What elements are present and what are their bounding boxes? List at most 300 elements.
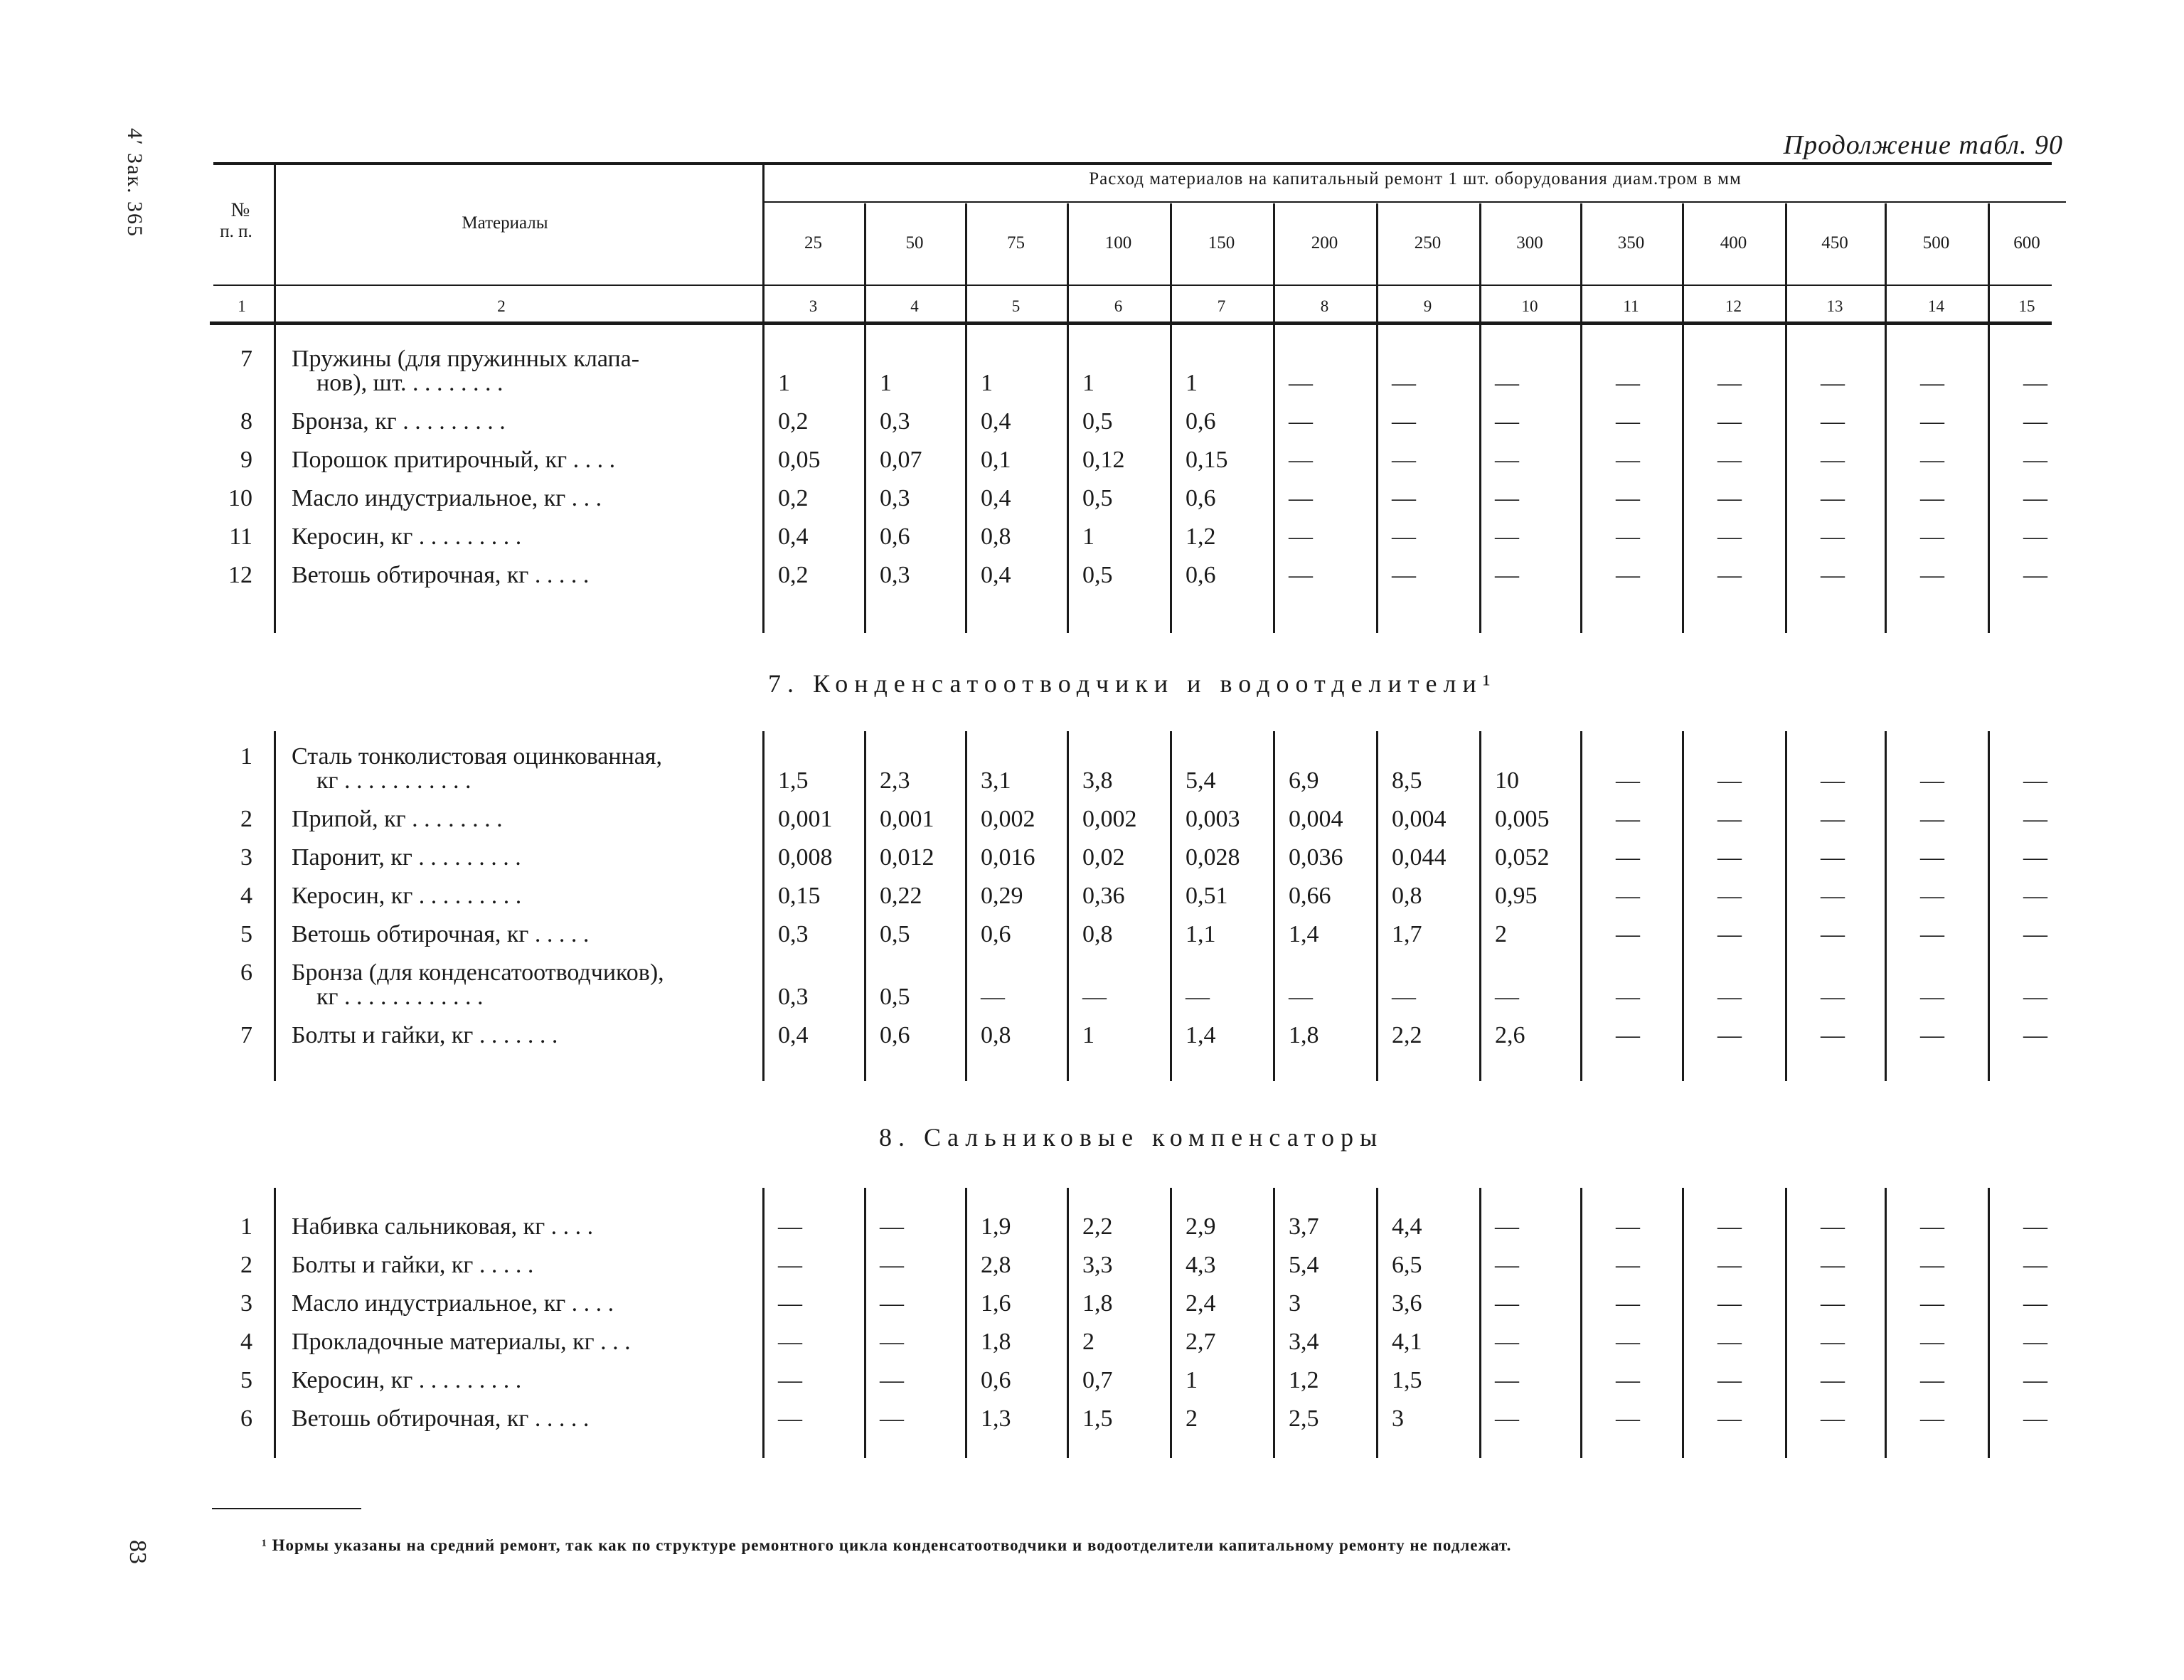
s2-value-cell: — xyxy=(1186,984,1210,1010)
s1-value-cell: — xyxy=(1392,523,1416,550)
s1-value-cell: 0,3 xyxy=(880,408,910,435)
s3-material-name: Болты и гайки, кг . . . . . xyxy=(292,1252,534,1278)
s3-value-cell: — xyxy=(778,1367,802,1393)
s2-material-name: Припой, кг . . . . . . . . xyxy=(292,806,503,832)
s3-row-number: 1 xyxy=(240,1213,252,1240)
header-diameter: 400 xyxy=(1720,233,1747,252)
s2-value-cell: 1 xyxy=(1082,1022,1094,1048)
s1-row-number: 9 xyxy=(240,447,252,473)
s2-vline-col xyxy=(965,731,967,1081)
s2-value-cell: — xyxy=(2023,883,2047,909)
s1-value-cell: — xyxy=(1289,370,1313,396)
s1-value-cell: — xyxy=(1920,447,1944,473)
s2-value-cell: 0,044 xyxy=(1392,844,1447,871)
s2-value-cell: 1,5 xyxy=(778,767,809,794)
s3-value-cell: 2,8 xyxy=(981,1252,1011,1278)
s3-value-cell: — xyxy=(778,1252,802,1278)
s3-value-cell: — xyxy=(1495,1252,1519,1278)
s3-value-cell: 2,9 xyxy=(1186,1213,1216,1240)
s2-vline-col xyxy=(1682,731,1684,1081)
s1-value-cell: — xyxy=(1495,447,1519,473)
s2-value-cell: — xyxy=(1717,806,1742,832)
s1-value-cell: 0,5 xyxy=(1082,485,1113,511)
s1-value-cell: — xyxy=(1289,447,1313,473)
s1-value-cell: 0,5 xyxy=(1082,408,1113,435)
s2-value-cell: 0,5 xyxy=(880,984,910,1010)
s3-value-cell: — xyxy=(1920,1329,1944,1355)
s2-value-cell: — xyxy=(1717,1022,1742,1048)
s3-value-cell: — xyxy=(2023,1290,2047,1317)
header-vline-col xyxy=(1376,203,1378,321)
s3-value-cell: — xyxy=(1616,1213,1640,1240)
s1-material-name: нов), шт. . . . . . . . . xyxy=(316,370,504,396)
s3-value-cell: 1,6 xyxy=(981,1290,1011,1317)
s3-value-cell: 2,5 xyxy=(1289,1405,1319,1432)
colnum-value: 12 xyxy=(1725,297,1742,315)
s2-vline-col xyxy=(1479,731,1481,1081)
s2-value-cell: 0,5 xyxy=(880,921,910,947)
s1-value-cell: — xyxy=(1495,408,1519,435)
s2-value-cell: — xyxy=(1821,921,1845,947)
s3-row-number: 5 xyxy=(240,1367,252,1393)
s1-vline-col xyxy=(864,325,866,633)
s3-value-cell: — xyxy=(1920,1290,1944,1317)
s2-value-cell: — xyxy=(1920,984,1944,1010)
s3-vline-col xyxy=(864,1188,866,1458)
s2-value-cell: — xyxy=(1616,844,1640,871)
s2-value-cell: 2 xyxy=(1495,921,1507,947)
s2-value-cell: 0,012 xyxy=(880,844,934,871)
s1-value-cell: — xyxy=(1495,523,1519,550)
s3-row-number: 2 xyxy=(240,1252,252,1278)
s2-value-cell: — xyxy=(1616,984,1640,1010)
s1-value-cell: 0,6 xyxy=(1186,485,1216,511)
colnum-value: 13 xyxy=(1826,297,1843,315)
s3-value-cell: — xyxy=(2023,1252,2047,1278)
s2-value-cell: 0,29 xyxy=(981,883,1023,909)
s2-value-cell: 6,9 xyxy=(1289,767,1319,794)
s1-value-cell: — xyxy=(1289,523,1313,550)
s3-value-cell: — xyxy=(1616,1329,1640,1355)
s1-value-cell: — xyxy=(1717,447,1742,473)
s1-value-cell: 1,2 xyxy=(1186,523,1216,550)
s1-value-cell: — xyxy=(1616,562,1640,588)
s2-value-cell: 0,8 xyxy=(981,1022,1011,1048)
s1-value-cell: — xyxy=(1392,562,1416,588)
s2-value-cell: 0,002 xyxy=(981,806,1035,832)
s1-value-cell: — xyxy=(1289,485,1313,511)
s3-value-cell: 1,3 xyxy=(981,1405,1011,1432)
header-materials: Материалы xyxy=(462,213,548,233)
s2-value-cell: — xyxy=(2023,767,2047,794)
s2-vline-col xyxy=(1067,731,1069,1081)
section-title-condensate: 7. Конденсатоотводчики и водоотделители¹ xyxy=(768,669,1497,698)
s3-row-number: 6 xyxy=(240,1405,252,1432)
s1-value-cell: — xyxy=(1717,523,1742,550)
header-no-symbol: № xyxy=(230,199,250,221)
s1-value-cell: 0,2 xyxy=(778,485,809,511)
margin-order-label: 4ʹ Зак. 365 xyxy=(123,128,147,238)
s1-value-cell: — xyxy=(1495,370,1519,396)
s1-value-cell: 1 xyxy=(1082,370,1094,396)
s3-value-cell: — xyxy=(1821,1329,1845,1355)
s1-value-cell: — xyxy=(1616,485,1640,511)
s2-value-cell: — xyxy=(1920,767,1944,794)
s3-material-name: Керосин, кг . . . . . . . . . xyxy=(292,1367,522,1393)
s2-material-name: Сталь тонколистовая оцинкованная, xyxy=(292,743,663,770)
s1-value-cell: 0,4 xyxy=(981,408,1011,435)
s1-value-cell: 0,1 xyxy=(981,447,1011,473)
s1-value-cell: — xyxy=(1821,408,1845,435)
s3-value-cell: — xyxy=(1616,1252,1640,1278)
s1-material-name: Керосин, кг . . . . . . . . . xyxy=(292,523,522,550)
s2-material-name: кг . . . . . . . . . . . xyxy=(316,767,472,794)
s3-vline-col xyxy=(1170,1188,1172,1458)
s2-row-number: 7 xyxy=(240,1022,252,1048)
s3-vline-col xyxy=(1885,1188,1887,1458)
s1-value-cell: 0,15 xyxy=(1186,447,1228,473)
s3-material-name: Прокладочные материалы, кг . . . xyxy=(292,1329,631,1355)
header-vline-col xyxy=(1170,203,1172,321)
s3-value-cell: — xyxy=(2023,1213,2047,1240)
s1-value-cell: — xyxy=(2023,562,2047,588)
s1-value-cell: 1 xyxy=(1082,523,1094,550)
s2-value-cell: — xyxy=(1717,921,1742,947)
s3-value-cell: — xyxy=(1717,1367,1742,1393)
s2-value-cell: 0,001 xyxy=(778,806,833,832)
header-vline-col xyxy=(1273,203,1275,321)
s2-value-cell: — xyxy=(2023,921,2047,947)
s3-value-cell: — xyxy=(1717,1405,1742,1432)
s2-value-cell: — xyxy=(1616,921,1640,947)
footnote-text: ¹ Нормы указаны на средний ремонт, так как по структуре ремонтного цикла конденсатоотводчики и водоотделители капитальному ремонту не подлежат. xyxy=(262,1536,1512,1554)
s3-value-cell: 3 xyxy=(1289,1290,1301,1317)
s3-value-cell: — xyxy=(1717,1252,1742,1278)
s1-value-cell: — xyxy=(1392,485,1416,511)
s2-value-cell: — xyxy=(1821,767,1845,794)
header-diameter: 450 xyxy=(1821,233,1848,252)
s2-row-number: 1 xyxy=(240,743,252,770)
s1-material-name: Ветошь обтирочная, кг . . . . . xyxy=(292,562,590,588)
s3-value-cell: — xyxy=(880,1213,904,1240)
s1-value-cell: 0,6 xyxy=(880,523,910,550)
header-diameter: 50 xyxy=(905,233,924,252)
colnum-value: 14 xyxy=(1928,297,1944,315)
s1-value-cell: — xyxy=(2023,523,2047,550)
s2-value-cell: 0,6 xyxy=(880,1022,910,1048)
s2-value-cell: 0,002 xyxy=(1082,806,1137,832)
s1-vline-col xyxy=(1067,325,1069,633)
s2-material-name: Паронит, кг . . . . . . . . . xyxy=(292,844,521,871)
s2-value-cell: 0,95 xyxy=(1495,883,1538,909)
s2-vline-col xyxy=(1885,731,1887,1081)
s1-value-cell: 0,07 xyxy=(880,447,922,473)
colnum-value: 4 xyxy=(910,297,919,315)
header-vline-col xyxy=(1682,203,1684,321)
header-vline-col xyxy=(1580,203,1582,321)
header-vline-col xyxy=(1885,203,1887,321)
s3-vline-col xyxy=(1273,1188,1275,1458)
header-vline-col xyxy=(1479,203,1481,321)
s1-value-cell: 0,12 xyxy=(1082,447,1125,473)
s1-value-cell: 1 xyxy=(880,370,892,396)
s1-value-cell: — xyxy=(1717,408,1742,435)
colnum-1: 1 xyxy=(238,297,246,315)
s3-vline-col xyxy=(1479,1188,1481,1458)
s2-vline-col xyxy=(1580,731,1582,1081)
s1-value-cell: — xyxy=(1821,485,1845,511)
header-diameter: 250 xyxy=(1414,233,1442,252)
s2-value-cell: — xyxy=(1717,984,1742,1010)
s1-value-cell: — xyxy=(1821,523,1845,550)
s3-material-name: Масло индустриальное, кг . . . . xyxy=(292,1290,614,1317)
s1-vline-col xyxy=(1479,325,1481,633)
s2-value-cell: 0,3 xyxy=(778,984,809,1010)
s1-value-cell: — xyxy=(1821,447,1845,473)
s3-value-cell: — xyxy=(778,1405,802,1432)
s3-vline-col xyxy=(1682,1188,1684,1458)
s1-value-cell: 1 xyxy=(778,370,790,396)
s2-vline-col xyxy=(864,731,866,1081)
s2-value-cell: 0,3 xyxy=(778,921,809,947)
colnum-bottom-rule xyxy=(210,321,2052,325)
s3-value-cell: 0,7 xyxy=(1082,1367,1113,1393)
s2-value-cell: — xyxy=(981,984,1005,1010)
s2-row-number: 4 xyxy=(240,883,252,909)
s3-value-cell: 1,5 xyxy=(1082,1405,1113,1432)
s1-value-cell: — xyxy=(1289,562,1313,588)
s3-vline-no xyxy=(274,1188,276,1458)
s2-vline-col xyxy=(1170,731,1172,1081)
s1-row-number: 8 xyxy=(240,408,252,435)
s3-value-cell: — xyxy=(880,1367,904,1393)
s3-material-name: Ветошь обтирочная, кг . . . . . xyxy=(292,1405,590,1432)
header-diameter: 150 xyxy=(1208,233,1235,252)
s3-value-cell: — xyxy=(778,1290,802,1317)
header-vline-no xyxy=(274,165,276,321)
s3-value-cell: 4,4 xyxy=(1392,1213,1422,1240)
s1-value-cell: — xyxy=(1616,408,1640,435)
s1-row-number: 12 xyxy=(228,562,252,588)
s3-value-cell: — xyxy=(1920,1252,1944,1278)
s3-value-cell: — xyxy=(1495,1290,1519,1317)
s3-value-cell: — xyxy=(1717,1213,1742,1240)
section-title-gland: 8. Сальниковые компенсаторы xyxy=(879,1123,1384,1152)
colnum-value: 5 xyxy=(1011,297,1021,315)
header-bottom-rule xyxy=(213,285,2052,286)
s3-value-cell: 3 xyxy=(1392,1405,1404,1432)
s1-value-cell: — xyxy=(2023,447,2047,473)
page-number: 83 xyxy=(124,1540,151,1564)
s2-value-cell: 0,02 xyxy=(1082,844,1125,871)
s2-value-cell: 3,8 xyxy=(1082,767,1113,794)
s2-value-cell: — xyxy=(1920,883,1944,909)
s1-value-cell: 0,8 xyxy=(981,523,1011,550)
s2-value-cell: — xyxy=(2023,1022,2047,1048)
colnum-value: 15 xyxy=(2018,297,2035,315)
s2-value-cell: 0,004 xyxy=(1392,806,1447,832)
s2-vline-col xyxy=(1273,731,1275,1081)
s1-value-cell: 0,6 xyxy=(1186,562,1216,588)
s2-value-cell: 0,005 xyxy=(1495,806,1550,832)
s2-value-cell: 0,016 xyxy=(981,844,1035,871)
s1-value-cell: — xyxy=(1821,562,1845,588)
s1-value-cell: 0,3 xyxy=(880,485,910,511)
header-diameter: 100 xyxy=(1104,233,1132,252)
s2-value-cell: — xyxy=(1920,844,1944,871)
s3-value-cell: 2,4 xyxy=(1186,1290,1216,1317)
s1-value-cell: — xyxy=(1616,370,1640,396)
s3-value-cell: — xyxy=(1495,1405,1519,1432)
s3-value-cell: 2,2 xyxy=(1082,1213,1113,1240)
s2-value-cell: 0,51 xyxy=(1186,883,1228,909)
s1-value-cell: — xyxy=(1495,562,1519,588)
s1-value-cell: — xyxy=(2023,408,2047,435)
s3-vline-col xyxy=(1580,1188,1582,1458)
s3-value-cell: — xyxy=(1821,1290,1845,1317)
s2-value-cell: — xyxy=(1616,1022,1640,1048)
s3-row-number: 4 xyxy=(240,1329,252,1355)
s2-value-cell: — xyxy=(1821,883,1845,909)
s2-value-cell: 0,001 xyxy=(880,806,934,832)
s1-vline-col xyxy=(1376,325,1378,633)
s2-value-cell: 0,4 xyxy=(778,1022,809,1048)
header-diameter: 300 xyxy=(1516,233,1543,252)
s3-value-cell: — xyxy=(1821,1252,1845,1278)
s1-value-cell: 0,4 xyxy=(981,485,1011,511)
s2-value-cell: 0,003 xyxy=(1186,806,1240,832)
s2-value-cell: 0,052 xyxy=(1495,844,1550,871)
s3-value-cell: — xyxy=(1717,1290,1742,1317)
s2-value-cell: 1,7 xyxy=(1392,921,1422,947)
s3-value-cell: — xyxy=(2023,1367,2047,1393)
s2-row-number: 5 xyxy=(240,921,252,947)
s1-value-cell: 0,6 xyxy=(1186,408,1216,435)
colnum-value: 9 xyxy=(1423,297,1432,315)
s1-value-cell: — xyxy=(1821,370,1845,396)
s3-value-cell: — xyxy=(1821,1405,1845,1432)
s1-vline-col xyxy=(1785,325,1787,633)
header-diameter: 350 xyxy=(1617,233,1645,252)
colnum-2: 2 xyxy=(497,297,506,315)
s3-value-cell: 5,4 xyxy=(1289,1252,1319,1278)
s3-value-cell: 1,8 xyxy=(1082,1290,1113,1317)
s1-value-cell: — xyxy=(1717,485,1742,511)
s1-value-cell: 1 xyxy=(981,370,993,396)
s2-value-cell: — xyxy=(2023,806,2047,832)
s1-value-cell: 1 xyxy=(1186,370,1198,396)
s1-value-cell: 0,4 xyxy=(981,562,1011,588)
header-vline-col xyxy=(1785,203,1787,321)
s1-value-cell: — xyxy=(2023,370,2047,396)
s1-material-name: Масло индустриальное, кг . . . xyxy=(292,485,602,511)
s2-value-cell: 0,8 xyxy=(1392,883,1422,909)
s1-vline-col xyxy=(965,325,967,633)
s2-value-cell: 3,1 xyxy=(981,767,1011,794)
s3-value-cell: 1,9 xyxy=(981,1213,1011,1240)
header-diameter: 75 xyxy=(1007,233,1025,252)
s1-material-name: Бронза, кг . . . . . . . . . xyxy=(292,408,506,435)
s1-value-cell: 0,2 xyxy=(778,408,809,435)
continuation-label: Продолжение табл. 90 xyxy=(1783,130,2063,160)
s2-vline-materials xyxy=(762,731,765,1081)
s2-material-name: кг . . . . . . . . . . . . xyxy=(316,984,484,1010)
s2-value-cell: 1,1 xyxy=(1186,921,1216,947)
s3-value-cell: — xyxy=(880,1290,904,1317)
s2-row-number: 6 xyxy=(240,959,252,986)
s2-value-cell: — xyxy=(1717,767,1742,794)
s3-value-cell: — xyxy=(880,1252,904,1278)
s3-value-cell: — xyxy=(1495,1329,1519,1355)
s3-value-cell: 1,8 xyxy=(981,1329,1011,1355)
header-vline-col xyxy=(965,203,967,321)
s2-value-cell: — xyxy=(1082,984,1107,1010)
s1-value-cell: 0,4 xyxy=(778,523,809,550)
s2-value-cell: — xyxy=(1616,806,1640,832)
s2-value-cell: — xyxy=(1495,984,1519,1010)
s2-value-cell: 0,22 xyxy=(880,883,922,909)
s2-value-cell: 1,4 xyxy=(1289,921,1319,947)
s3-value-cell: 4,1 xyxy=(1392,1329,1422,1355)
s1-value-cell: — xyxy=(1920,523,1944,550)
s2-value-cell: 0,36 xyxy=(1082,883,1125,909)
s1-value-cell: — xyxy=(1717,562,1742,588)
header-top-rule xyxy=(213,162,2052,165)
header-diameter: 500 xyxy=(1922,233,1950,252)
s3-material-name: Набивка сальниковая, кг . . . . xyxy=(292,1213,594,1240)
s2-vline-no xyxy=(274,731,276,1081)
s2-value-cell: 8,5 xyxy=(1392,767,1422,794)
s1-value-cell: — xyxy=(1392,447,1416,473)
s2-value-cell: 0,6 xyxy=(981,921,1011,947)
header-diameter: 600 xyxy=(2013,233,2040,252)
s3-vline-col xyxy=(1988,1188,1990,1458)
s1-vline-col xyxy=(1580,325,1582,633)
s2-value-cell: 2,2 xyxy=(1392,1022,1422,1048)
s1-value-cell: — xyxy=(1289,408,1313,435)
s1-value-cell: — xyxy=(1920,408,1944,435)
s2-value-cell: — xyxy=(1821,1022,1845,1048)
s3-value-cell: 2,7 xyxy=(1186,1329,1216,1355)
s3-value-cell: — xyxy=(1920,1405,1944,1432)
s3-value-cell: — xyxy=(1495,1213,1519,1240)
s2-value-cell: 0,036 xyxy=(1289,844,1343,871)
s2-value-cell: — xyxy=(1616,767,1640,794)
colnum-value: 7 xyxy=(1217,297,1226,315)
s2-value-cell: 5,4 xyxy=(1186,767,1216,794)
s2-value-cell: 0,008 xyxy=(778,844,833,871)
colnum-value: 10 xyxy=(1521,297,1538,315)
s3-value-cell: — xyxy=(1920,1367,1944,1393)
s1-value-cell: 0,5 xyxy=(1082,562,1113,588)
s3-value-cell: 1 xyxy=(1186,1367,1198,1393)
s3-vline-col xyxy=(1376,1188,1378,1458)
header-no-label: п. п. xyxy=(220,222,252,241)
s3-value-cell: — xyxy=(2023,1405,2047,1432)
s2-value-cell: — xyxy=(1392,984,1416,1010)
s3-value-cell: — xyxy=(778,1213,802,1240)
header-span-label: Расход материалов на капитальный ремонт 1 шт. оборудования диам.тром в мм xyxy=(1089,169,1742,188)
colnum-value: 3 xyxy=(809,297,818,315)
s2-material-name: Ветошь обтирочная, кг . . . . . xyxy=(292,921,590,947)
s2-value-cell: — xyxy=(2023,984,2047,1010)
s2-value-cell: 10 xyxy=(1495,767,1519,794)
s1-material-name: Пружины (для пружинных клапа- xyxy=(292,346,640,372)
s1-vline-col xyxy=(1988,325,1990,633)
s1-value-cell: — xyxy=(1616,447,1640,473)
s2-value-cell: 2,6 xyxy=(1495,1022,1525,1048)
header-vline-col xyxy=(1988,203,1990,321)
